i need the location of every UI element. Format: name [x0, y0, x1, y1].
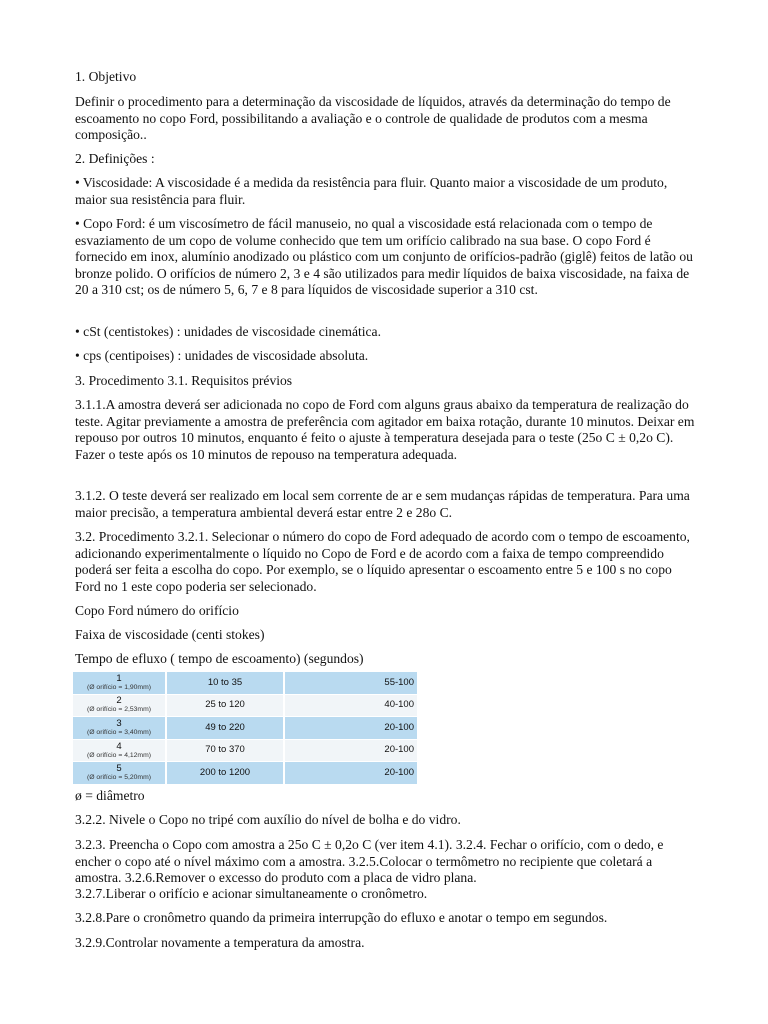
table-row [73, 694, 417, 717]
paragraph-objetivo: Definir o procedimento para a determinação da viscosidade de líquidos, através da determinação do tempo de escoamento no copo Ford, possibilitando a avaliação e o controle de qualidade de produtos com a mesma composição.. [75, 94, 671, 143]
diameter-note: ø = diâmetro [75, 788, 145, 803]
definition-cps: • cps (centipoises) : unidades de viscosidade absoluta. [75, 348, 369, 363]
viscosity-range-cell: 200 to 1200 [166, 762, 284, 785]
efflux-time-cell: 20-100 [284, 762, 417, 785]
paragraph-3-2-3: 3.2.3. Preencha o Copo com amostra a 25o C ± 0,2o C (ver item 4.1). 3.2.4. Fechar o orifício, com o dedo, e encher o copo até o nível máximo com a amostra. 3.2.5.Colocar o termômetro no recipiente que coletará a amostra. 3.2.6.Remover o excesso do produto com a placa de vidro plana. [75, 837, 664, 886]
ford-cup-table [73, 672, 417, 785]
paragraph-3-1-1: 3.1.1.A amostra deverá ser adicionada no copo de Ford com alguns graus abaixo da temperatura de realização do teste. Agitar previamente a amostra de preferência com agitador em baixa rotação, durante 10 minutos. Deixar em repouso por outros 10 minutos, enquanto é feito o ajuste à temperatura desejada para o teste (25o C ± 0,2o C). Fazer o teste após os 10 minutos de repouso na temperatura adequada. [75, 397, 695, 462]
cup-number-cell: 2 (Ø orifício = 2,53mm) [73, 694, 166, 717]
definition-cst: • cSt (centistokes) : unidades de viscosidade cinemática. [75, 324, 381, 339]
efflux-time-cell: 20-100 [284, 717, 417, 740]
table-row [73, 672, 417, 694]
table-row [73, 739, 417, 762]
efflux-time-cell: 20-100 [284, 739, 417, 762]
cup-number-cell: 4 (Ø orifício = 4,12mm) [73, 739, 166, 762]
paragraph-3-2-9: 3.2.9.Controlar novamente a temperatura da amostra. [75, 935, 365, 950]
section-heading-objetivo: 1. Objetivo [75, 69, 137, 84]
paragraph-3-2-7: 3.2.7.Liberar o orifício e acionar simultaneamente o cronômetro. [75, 886, 428, 901]
viscosity-range-cell: 49 to 220 [166, 717, 284, 740]
column-label-orificio: Copo Ford número do orifício [75, 603, 239, 618]
paragraph-3-2-2: 3.2.2. Nivele o Copo no tripé com auxílio do nível de bolha e do vidro. [75, 812, 461, 827]
efflux-time-cell: 55-100 [284, 672, 417, 694]
cup-number-cell: 5 (Ø orifício = 5,20mm) [73, 762, 166, 785]
table-row [73, 717, 417, 740]
viscosity-range-cell: 25 to 120 [166, 694, 284, 717]
cup-number-cell: 1 (Ø orifício = 1,90mm) [73, 672, 166, 694]
viscosity-range-cell: 10 to 35 [166, 672, 284, 694]
paragraph-3-2-8: 3.2.8.Pare o cronômetro quando da primeira interrupção do efluxo e anotar o tempo em segundos. [75, 910, 608, 925]
section-heading-procedimento: 3. Procedimento 3.1. Requisitos prévios [75, 373, 293, 388]
column-label-faixa: Faixa de viscosidade (centi stokes) [75, 627, 265, 642]
definition-viscosidade: • Viscosidade: A viscosidade é a medida da resistência para fluir. Quanto maior a viscosidade de um produto, maior sua resistência para fluir. [75, 175, 668, 207]
column-label-tempo: Tempo de efluxo ( tempo de escoamento) (segundos) [75, 651, 364, 666]
paragraph-3-1-2: 3.1.2. O teste deverá ser realizado em local sem corrente de ar e sem mudanças rápidas de temperatura. Para uma maior precisão, a temperatura ambiental deverá estar entre 2 e 28o C. [75, 488, 690, 520]
section-heading-definicoes: 2. Definições : [75, 151, 155, 166]
table-row [73, 762, 417, 785]
definition-copo-ford: • Copo Ford: é um viscosímetro de fácil manuseio, no qual a viscosidade está relacionada com o tempo de esvaziamento de um copo de volume conhecido que tem um orifício calibrado na sua base. O copo Ford é fornecido em inox, alumínio anodizado ou plástico com um conjunto de orifícios-padrão (giglê) feitos de latão ou bronze polido. O orifícios de número 2, 3 e 4 são utilizados para medir líquidos de baixa viscosidade, na faixa de 20 a 310 cst; os de número 5, 6, 7 e 8 para líquidos de viscosidade superior a 310 cst. [75, 216, 693, 298]
paragraph-3-2: 3.2. Procedimento 3.2.1. Selecionar o número do copo de Ford adequado de acordo com o tempo de escoamento, adicionando experimentalmente o líquido no Copo de Ford e de acordo com a faixa de tempo compreendido poderá ser feita a escolha do copo. Por exemplo, se o líquido apresentar o escoamento entre 5 e 100 s no copo Ford no 1 este copo poderia ser selecionado. [75, 529, 690, 594]
cup-number-cell: 3 (Ø orifício = 3,40mm) [73, 717, 166, 740]
efflux-time-cell: 40-100 [284, 694, 417, 717]
viscosity-range-cell: 70 to 370 [166, 739, 284, 762]
